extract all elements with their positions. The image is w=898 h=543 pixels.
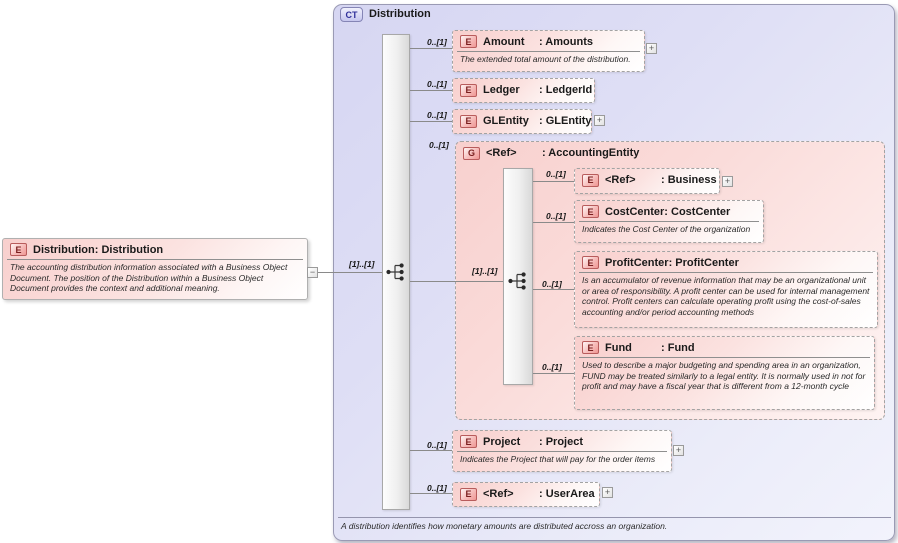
element-name: Fund [605, 341, 632, 354]
connector-line [410, 281, 503, 282]
divider [338, 517, 891, 518]
element-node-ledger[interactable] [452, 78, 595, 103]
element-node-fund[interactable] [574, 336, 875, 410]
cardinality-label: 0..[1] [427, 110, 447, 120]
connector-line [533, 181, 574, 182]
element-node-costcenter[interactable] [574, 200, 764, 243]
element-name: Amount [483, 35, 525, 48]
cardinality-label: 0..[1] [427, 440, 447, 450]
element-type: : Fund [661, 341, 695, 354]
element-annotation: The accounting distribution information associated with a Business Object Document. The position of the Distribution within a Business Object Document provides the context and additional meaning. [10, 262, 288, 294]
element-type: : LedgerId [539, 84, 593, 96]
cardinality-label: 0..[1] [427, 37, 447, 47]
element-name: ProfitCenter [605, 256, 669, 269]
expand-button-business[interactable]: + [722, 176, 733, 187]
element-type: : Business [661, 174, 717, 186]
element-node-project[interactable] [452, 430, 672, 472]
element-node-userarea[interactable] [452, 482, 600, 507]
collapse-button-root[interactable]: − [307, 267, 318, 278]
complex-type-badge: CT [340, 7, 363, 22]
element-badge: E [460, 435, 477, 448]
connector-line [410, 450, 452, 451]
element-node-glentity[interactable] [452, 109, 592, 134]
cardinality-label: [1]..[1] [472, 266, 498, 276]
element-name: Project [483, 435, 521, 448]
element-badge: E [10, 243, 27, 256]
connector-line [533, 289, 574, 290]
element-node-amount[interactable] [452, 30, 645, 72]
element-name: Ledger [483, 84, 520, 96]
element-name: CostCenter [605, 205, 665, 218]
connector-line [318, 272, 382, 273]
connector-line [533, 222, 574, 223]
complex-type-annotation: A distribution identifies how monetary amounts are distributed accross an organization. [341, 521, 668, 531]
group-type: : AccountingEntity [542, 147, 640, 159]
connector-line [410, 90, 452, 91]
cardinality-label: 0..[1] [427, 79, 447, 89]
element-name: GLEntity [483, 115, 529, 127]
element-node-profitcenter[interactable] [574, 251, 878, 328]
element-badge: E [460, 35, 477, 48]
element-type: : Project [539, 435, 584, 448]
element-annotation: Is an accumulator of revenue information that may be an organizational unit or area of responsibility. A profit center can be used for internal management control. Profit centers can calculate operating profit using the cost-of-sales accounting and/or period accounting methods [582, 275, 870, 317]
cardinality-label: 0..[1] [546, 169, 566, 179]
cardinality-label: 0..[1] [546, 211, 566, 221]
connector-line [410, 121, 452, 122]
element-type: : GLEntity [539, 115, 592, 127]
sequence-icon [385, 262, 407, 282]
cardinality-label: 0..[1] [427, 483, 447, 493]
cardinality-label: 0..[1] [542, 279, 562, 289]
element-type: : ProfitCenter [668, 256, 739, 269]
expand-button-glentity[interactable]: + [594, 115, 605, 126]
element-badge: E [460, 84, 477, 97]
cardinality-label: 0..[1] [542, 362, 562, 372]
element-annotation: Indicates the Cost Center of the organization [582, 224, 751, 234]
group-badge: G [463, 147, 480, 160]
element-node-business[interactable] [574, 168, 720, 194]
element-annotation: The extended total amount of the distribution. [460, 54, 631, 64]
element-type: : Amounts [539, 35, 593, 48]
element-name: <Ref> [483, 488, 514, 500]
cardinality-label: 0..[1] [429, 140, 449, 150]
element-badge: E [460, 115, 477, 128]
complex-type-title: Distribution [369, 8, 431, 20]
element-type: : Distribution [94, 243, 164, 256]
connector-line [533, 373, 574, 374]
element-node-distribution-root[interactable] [2, 238, 308, 300]
element-badge: E [582, 174, 599, 187]
element-annotation: Used to describe a major budgeting and spending area in an organization, FUND may be treated similarly to a legal entity. It is normally used in not for profit and may have a fiscal year that is different from a 12-month cycle [582, 360, 866, 392]
sequence-icon [507, 271, 529, 291]
expand-button-project[interactable]: + [673, 445, 684, 456]
element-badge: E [582, 341, 599, 354]
element-badge: E [582, 256, 599, 269]
element-badge: E [582, 205, 599, 218]
cardinality-label: [1]..[1] [349, 259, 375, 269]
element-name: Distribution [33, 243, 95, 256]
connector-line [410, 493, 452, 494]
element-name: <Ref> [605, 174, 636, 186]
connector-line [410, 48, 452, 49]
expand-button-userarea[interactable]: + [602, 487, 613, 498]
element-type: : CostCenter [664, 205, 731, 218]
element-type: : UserArea [539, 488, 595, 500]
expand-button-amount[interactable]: + [646, 43, 657, 54]
element-annotation: Indicates the Project that will pay for the order items [460, 454, 656, 464]
element-badge: E [460, 488, 477, 501]
group-name: <Ref> [486, 147, 517, 159]
